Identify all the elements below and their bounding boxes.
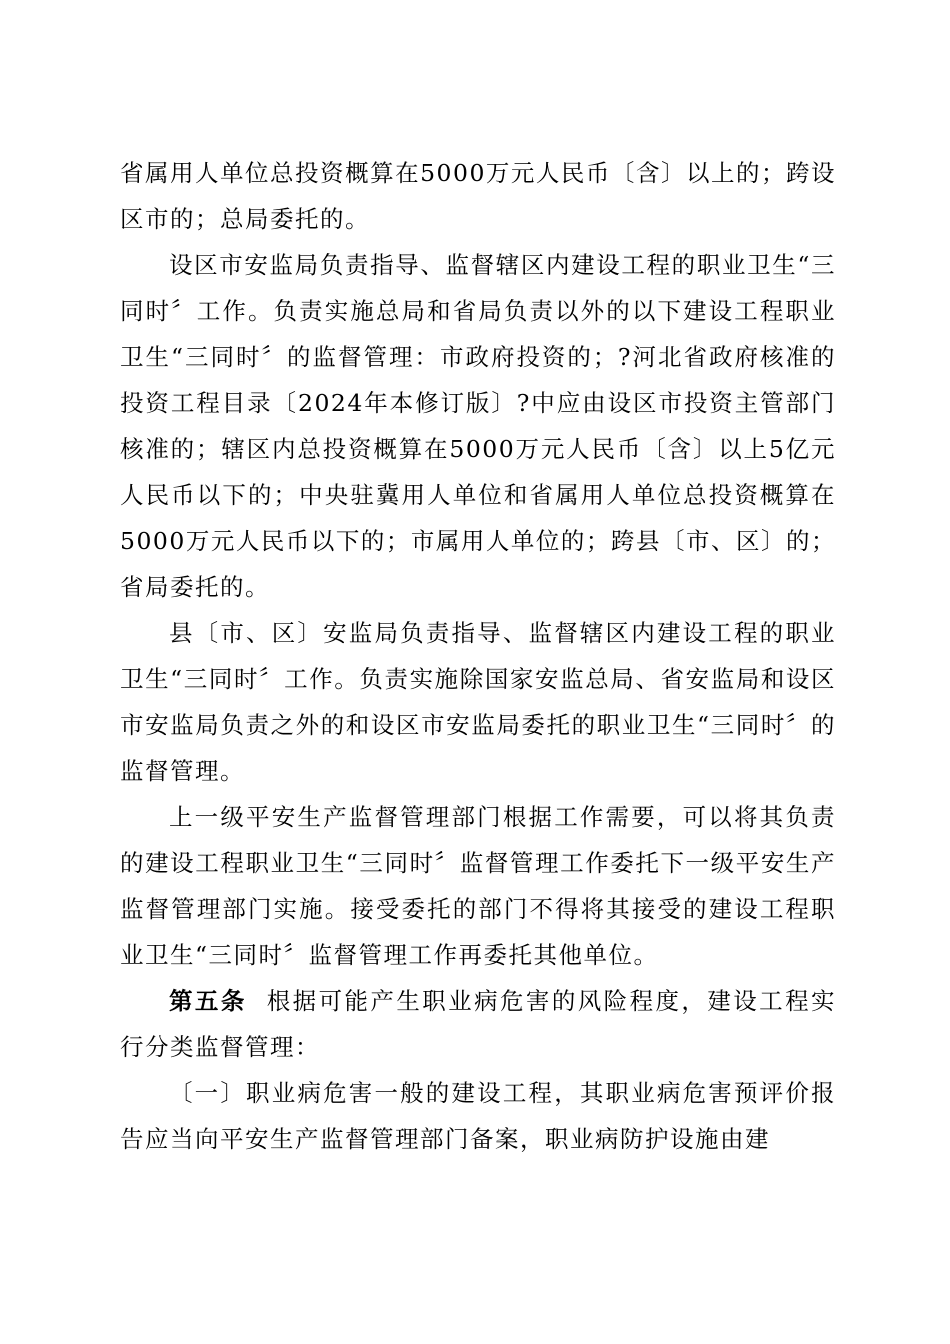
paragraph-article-five bbox=[120, 978, 836, 1070]
paragraph-continuation: 省属用人单位总投资概算在5000万元人民币〔含〕以上的；跨设区市的；总局委托的。 bbox=[120, 159, 836, 233]
paragraph-item-one: 〔一〕职业病危害一般的建设工程，其职业病危害预评价报告应当向平安生产监督管理部门备案，职业病防护设施由建 bbox=[120, 1079, 836, 1153]
paragraph-county-bureau-duties: 县〔市、区〕安监局负责指导、监督辖区内建设工程的职业卫生“三同时〞工作。负责实施除国家安监总局、省安监局和设区市安监局负责之外的和设区市安监局委托的职业卫生“三同时〞的监督管理。 bbox=[120, 619, 836, 785]
article-label: 第五条 bbox=[169, 987, 247, 1015]
article-text: 根据可能产生职业病危害的风险程度，建设工程实行分类监督管理： bbox=[120, 987, 836, 1061]
paragraph-city-bureau-duties: 设区市安监局负责指导、监督辖区内建设工程的职业卫生“三同时〞工作。负责实施总局和省局负责以外的以下建设工程职业卫生“三同时〞的监督管理：市政府投资的；?河北省政府核准的投资工程目录〔2024年本修订版〕?中应由设区市投资主管部门核准的；辖区内总投资概算在5000万元人民币〔含〕以上5亿元人民币以下的；中央驻冀用人单位和省属用人单位总投资概算在5000万元人民币以下的；市属用人单位的；跨县〔市、区〕的；省局委托的。 bbox=[120, 251, 836, 601]
document-body bbox=[120, 150, 836, 1162]
paragraph-delegation: 上一级平安生产监督管理部门根据工作需要，可以将其负责的建设工程职业卫生“三同时〞监督管理工作委托下一级平安生产监督管理部门实施。接受委托的部门不得将其接受的建设工程职业卫生“三同时〞监督管理工作再委托其他单位。 bbox=[120, 803, 836, 969]
